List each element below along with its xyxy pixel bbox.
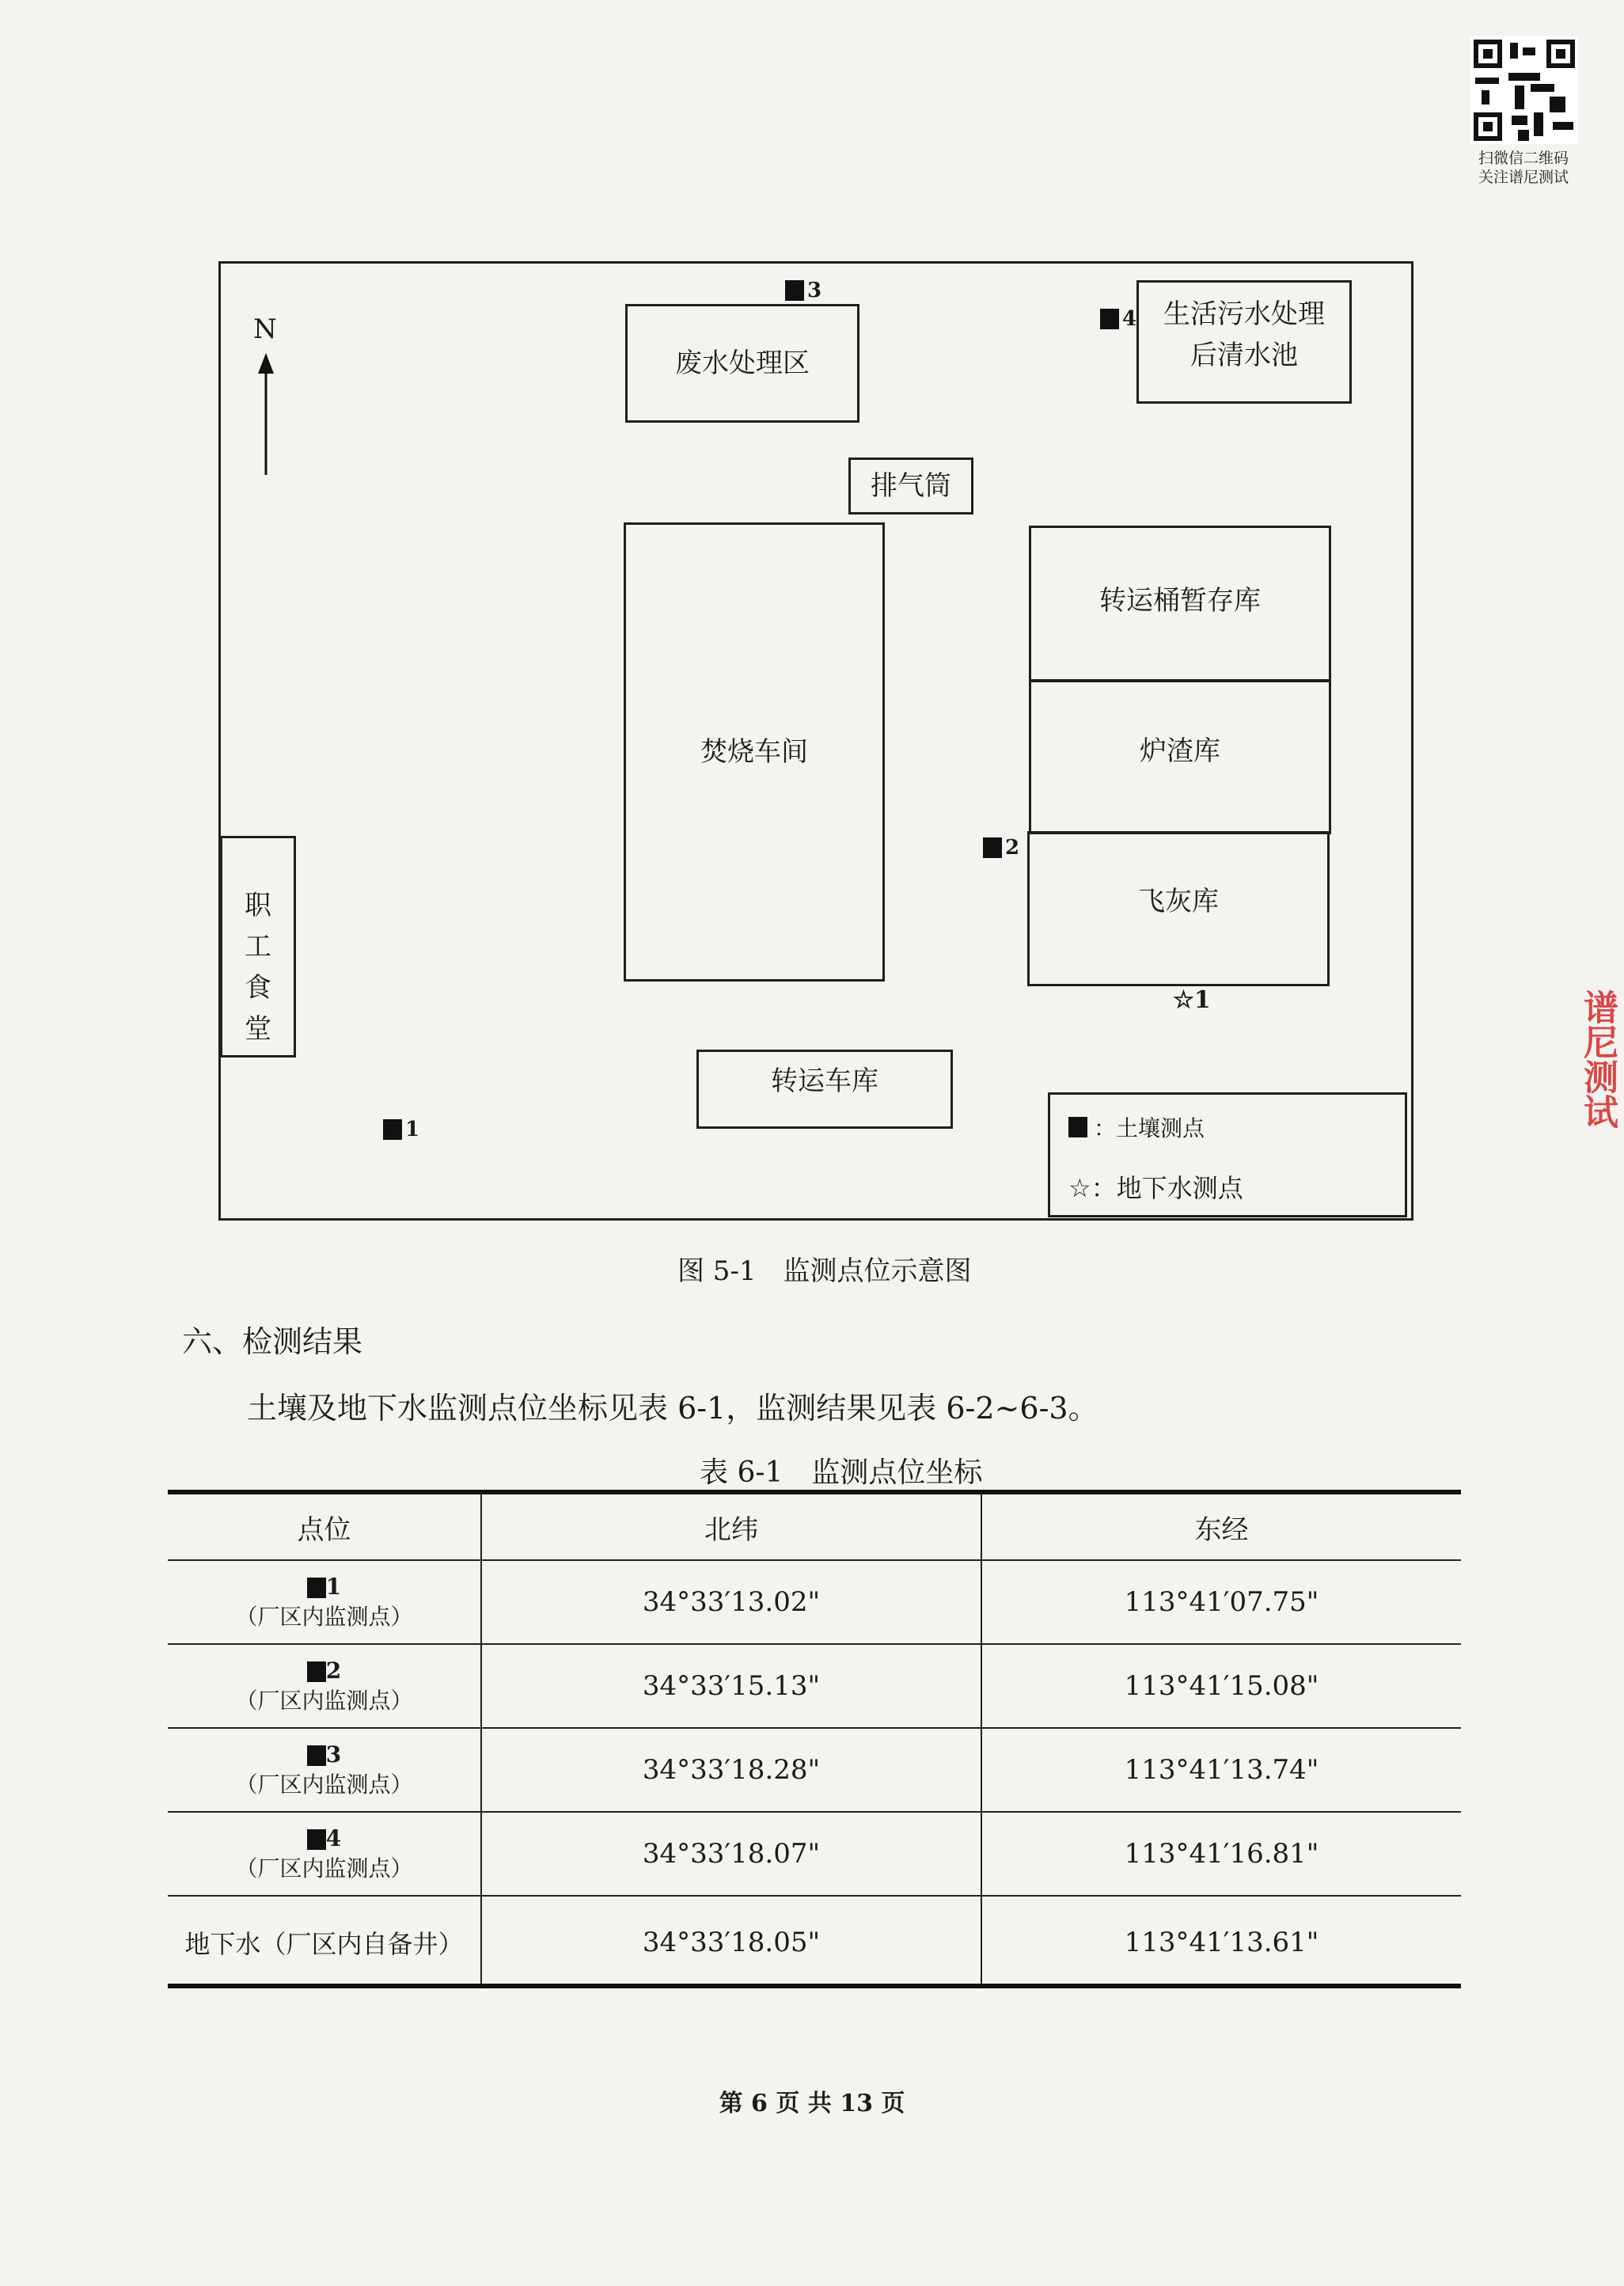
table-cell-point [168,1728,481,1812]
legend-soil [1068,1111,1205,1143]
soil-point-square-icon [383,1119,402,1140]
figure-caption: 图 5-1 监测点位示意图 [677,1255,972,1287]
table-header-row [168,1494,1461,1560]
area-sewage-pool-label [1136,291,1352,378]
page-footer: 第 6 页 共 13 页 [719,2090,905,2117]
soil-point-2-label: 2 [1005,836,1020,860]
table-cell-lon: 113°41′15.08" [981,1644,1461,1728]
row-point-num: 4 [325,1825,342,1851]
legend-groundwater [1068,1168,1243,1205]
table-cell-lon: 113°41′13.61" [981,1896,1461,1988]
table-cell-point [168,1560,481,1644]
row-point-num: 2 [325,1657,342,1684]
table-header-point: 点位 [297,1513,351,1546]
table-header-lat: 北纬 [481,1494,981,1560]
soil-point-2 [983,836,1019,860]
row-point-note: （厂区内监测点） [235,1687,413,1714]
row-point-num: 1 [325,1573,342,1600]
table-cell-lat: 34°33′18.28" [481,1728,981,1812]
coordinates-table [168,1494,1461,1988]
canteen-char-3: 食 [245,972,271,1004]
stamp-fragment: 谱尼测试 [1577,989,1618,1129]
table-cell-lat: 34°33′18.05" [481,1896,981,1988]
canteen-char-1: 职 [245,890,271,921]
soil-point-square-icon [1100,309,1119,329]
table-cell-point: 地下水（厂区内自备井） [168,1896,481,1988]
table-title: 表 6-1 监测点位坐标 [700,1456,983,1489]
legend-groundwater-label: ☆：地下水测点 [1068,1173,1243,1203]
qr-caption [1464,149,1583,187]
table-row [168,1728,1461,1812]
row-point-note: （厂区内监测点） [235,1603,413,1630]
soil-point-square-icon [1068,1117,1087,1137]
area-chimney-label: 排气筒 [871,470,951,502]
area-flyash-store-label: 飞灰库 [1138,886,1219,917]
area-slag-store-label: 炉渣库 [1140,735,1220,767]
soil-point-4 [1100,307,1136,331]
soil-point-square-icon [307,1661,326,1682]
groundwater-point-1: ☆1 [1173,986,1211,1014]
table-cell-lon: 113°41′16.81" [981,1812,1461,1896]
table-row [168,1560,1461,1644]
table-row [168,1896,1461,1988]
area-sewage-pool-line2: 后清水池 [1190,340,1298,371]
table-cell-point [168,1812,481,1896]
area-bucket-store-label: 转运桶暂存库 [1099,585,1261,617]
canteen-char-4: 堂 [245,1013,271,1045]
soil-point-square-icon [983,837,1002,858]
table-cell-lon: 113°41′07.75" [981,1560,1461,1644]
soil-point-1-label: 1 [405,1118,420,1141]
soil-point-3 [785,279,821,302]
table-cell-lat: 34°33′15.13" [481,1644,981,1728]
area-sewage-pool-line1: 生活污水处理 [1163,298,1325,330]
north-label: N [253,313,277,345]
qr-code [1470,36,1578,144]
area-wastewater-label: 废水处理区 [675,347,810,379]
area-canteen-label [220,885,296,1050]
soil-point-3-label: 3 [807,279,822,302]
table-cell-point [168,1644,481,1728]
row-point-num: 3 [325,1741,342,1768]
qr-caption-line2: 关注谱尼测试 [1478,169,1569,186]
table-row [168,1644,1461,1728]
table-cell-lon: 113°41′13.74" [981,1728,1461,1812]
legend-soil-label: ：土壤测点 [1094,1115,1205,1141]
table-bottom-rule [168,1984,1461,1988]
north-arrow-icon [253,353,279,480]
area-garage-label: 转运车库 [771,1065,878,1097]
qr-caption-line1: 扫微信二维码 [1478,150,1569,167]
area-incineration-label: 焚烧车间 [700,736,808,768]
body-paragraph: 土壤及地下水监测点位坐标见表 6-1，监测结果见表 6-2~6-3。 [247,1391,1098,1426]
soil-point-square-icon [785,280,804,301]
table-cell-lat: 34°33′13.02" [481,1560,981,1644]
soil-point-square-icon [307,1578,326,1598]
canteen-char-2: 工 [245,931,271,963]
soil-point-square-icon [307,1745,326,1766]
row-point-note: （厂区内监测点） [235,1855,413,1882]
section-heading: 六、检测结果 [182,1324,363,1359]
soil-point-square-icon [307,1829,326,1850]
table-header-lon: 东经 [981,1494,1461,1560]
soil-point-1 [383,1118,419,1141]
soil-point-4-label: 4 [1122,307,1137,331]
table-row [168,1812,1461,1896]
row-point-note: （厂区内监测点） [235,1771,413,1798]
table-cell-lat: 34°33′18.07" [481,1812,981,1896]
